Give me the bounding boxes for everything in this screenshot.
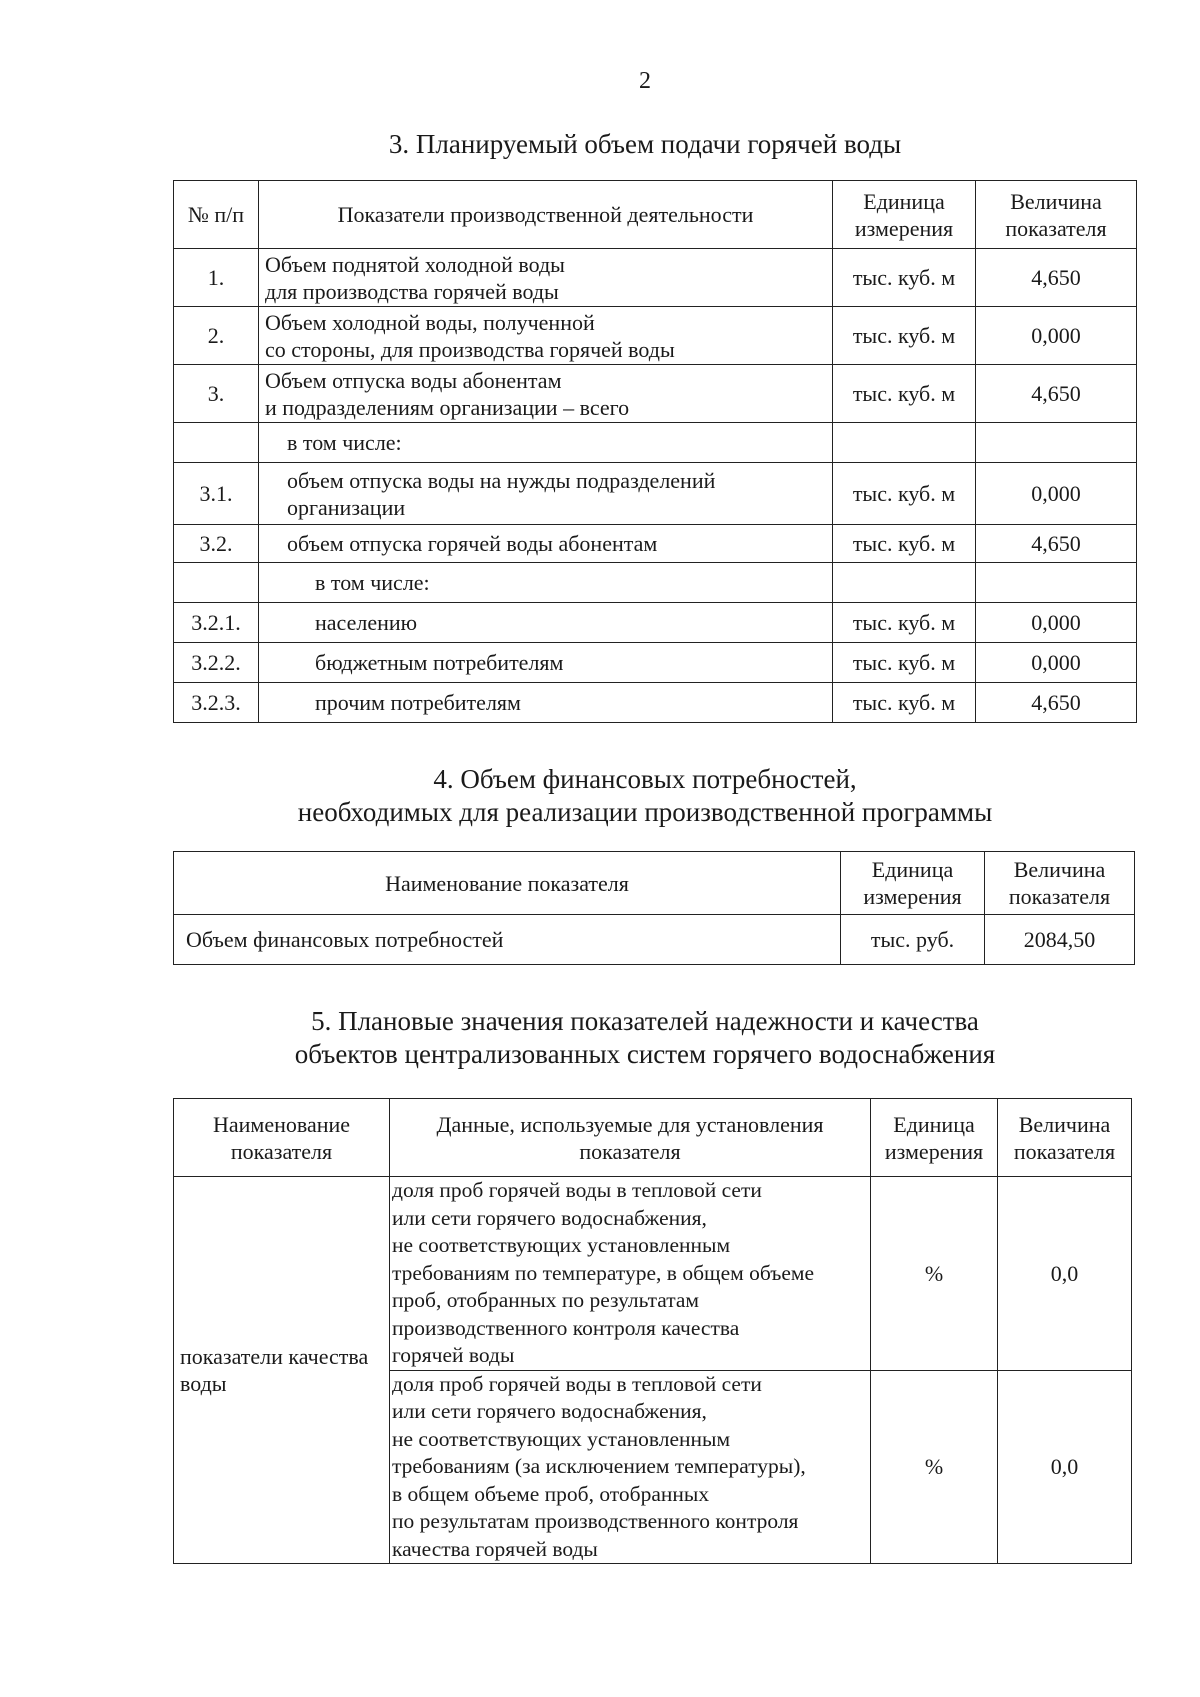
desc-line: проб, отобранных по результатам <box>392 1288 700 1312</box>
row-name: Объем холодной воды, полученной <box>265 309 595 335</box>
desc-line: требованиям (за исключением температуры), <box>392 1454 806 1478</box>
row-name: Объем отпуска воды абонентам <box>265 367 562 393</box>
row-name: объем отпуска воды на нужды подразделений <box>287 467 716 493</box>
header-indicator: Показатели производственной деятельности <box>259 181 833 249</box>
table-row <box>174 915 1135 965</box>
desc-line: качества горячей воды <box>392 1536 598 1561</box>
row-name: в том числе: <box>259 563 833 603</box>
desc-line: по результатам производственного контроля <box>392 1509 799 1533</box>
row-num: 3.2.3. <box>174 683 259 723</box>
row-unit <box>833 563 976 603</box>
header-num: № п/п <box>174 181 259 249</box>
header-name: Наименование показателя <box>174 852 841 915</box>
row-name: прочим потребителям <box>259 683 833 723</box>
row-unit: тыс. куб. м <box>833 603 976 643</box>
row-value: 0,000 <box>976 643 1137 683</box>
section5-title-line2: объектов централизованных систем горячего водоснабжения <box>294 1039 996 1069</box>
row-unit: тыс. куб. м <box>833 643 976 683</box>
table-row <box>174 463 1137 525</box>
row-num: 2. <box>174 307 259 365</box>
header-unit: Единица измерения <box>833 181 976 249</box>
desc-line: горячей воды <box>392 1343 515 1367</box>
row-num <box>174 563 259 603</box>
row-name-cont: организации <box>287 494 406 520</box>
row-unit: % <box>871 1177 998 1371</box>
row-name: Объем финансовых потребностей <box>174 915 841 965</box>
desc-line: требованиям по температуре, в общем объеме <box>392 1260 815 1285</box>
row-value: 0,000 <box>976 307 1137 365</box>
section4-table <box>173 851 1135 965</box>
header-value: Величина показателя <box>998 1099 1132 1177</box>
table-row <box>174 683 1137 723</box>
section3-title: 3. Планируемый объем подачи горячей воды <box>388 129 902 159</box>
table-row <box>174 563 1137 603</box>
row-value: 4,650 <box>976 525 1137 563</box>
row-num: 1. <box>174 249 259 307</box>
row-name-cont: со стороны, для производства горячей воды <box>265 336 675 362</box>
row-num: 3.2. <box>174 525 259 563</box>
row-unit <box>833 423 976 463</box>
desc-line: в общем объеме проб, отобранных <box>392 1481 710 1506</box>
desc-line: доля проб горячей воды в тепловой сети <box>392 1178 762 1202</box>
row-value <box>976 423 1137 463</box>
desc-line: не соответствующих установленным <box>392 1233 731 1257</box>
table-row <box>174 365 1137 423</box>
group-name: показатели качества воды <box>174 1177 390 1564</box>
row-name-cont: для производства горячей воды <box>265 278 559 304</box>
table-header-row <box>174 181 1137 249</box>
row-value: 0,000 <box>976 463 1137 525</box>
table-row <box>174 249 1137 307</box>
row-name: населению <box>259 603 833 643</box>
row-unit: тыс. куб. м <box>833 463 976 525</box>
row-description <box>390 1177 871 1371</box>
table-row <box>174 603 1137 643</box>
section4-title <box>0 763 1200 829</box>
row-unit: тыс. куб. м <box>833 307 976 365</box>
section5-title <box>0 1005 1200 1071</box>
row-value: 4,650 <box>976 365 1137 423</box>
row-num <box>174 423 259 463</box>
header-value: Величина показателя <box>976 181 1137 249</box>
row-num: 3.2.2. <box>174 643 259 683</box>
row-name: в том числе: <box>259 423 833 463</box>
desc-line: производственного контроля качества <box>392 1315 740 1340</box>
row-value <box>976 563 1137 603</box>
table-header-row <box>174 1099 1132 1177</box>
row-name-cont: и подразделениям организации – всего <box>265 394 630 420</box>
table-header-row <box>174 852 1135 915</box>
page-number: 2 <box>639 68 651 94</box>
row-unit: тыс. куб. м <box>833 365 976 423</box>
desc-line: доля проб горячей воды в тепловой сети <box>392 1371 762 1396</box>
table-row <box>174 307 1137 365</box>
section5-table <box>173 1098 1132 1564</box>
row-unit: % <box>871 1370 998 1564</box>
table-row <box>174 1177 1132 1371</box>
row-num: 3.1. <box>174 463 259 525</box>
row-value: 2084,50 <box>985 915 1135 965</box>
section4-title-line1: 4. Объем финансовых потребностей, <box>433 764 857 794</box>
row-name: объем отпуска горячей воды абонентам <box>259 525 833 563</box>
header-unit: Единица измерения <box>871 1099 998 1177</box>
desc-line: или сети горячего водоснабжения, <box>392 1399 707 1423</box>
row-value: 4,650 <box>976 249 1137 307</box>
section4-title-line2: необходимых для реализации производственной программы <box>297 797 993 827</box>
desc-line: не соответствующих установленным <box>392 1426 731 1451</box>
row-value: 0,0 <box>998 1177 1132 1371</box>
table-row <box>174 525 1137 563</box>
row-unit: тыс. куб. м <box>833 683 976 723</box>
row-num: 3. <box>174 365 259 423</box>
desc-line: или сети горячего водоснабжения, <box>392 1205 707 1230</box>
row-value: 0,000 <box>976 603 1137 643</box>
row-unit: тыс. куб. м <box>833 525 976 563</box>
row-description <box>390 1370 871 1564</box>
row-value: 4,650 <box>976 683 1137 723</box>
section5-title-line1: 5. Плановые значения показателей надежности и качества <box>311 1006 979 1036</box>
header-unit: Единица измерения <box>841 852 985 915</box>
row-unit: тыс. руб. <box>841 915 985 965</box>
row-unit: тыс. куб. м <box>833 249 976 307</box>
row-value: 0,0 <box>998 1370 1132 1564</box>
header-value: Величина показателя <box>985 852 1135 915</box>
row-num: 3.2.1. <box>174 603 259 643</box>
header-data: Данные, используемые для установления показателя <box>390 1099 871 1177</box>
table-row <box>174 423 1137 463</box>
section3-table <box>173 180 1137 723</box>
row-name: бюджетным потребителям <box>259 643 833 683</box>
row-name: Объем поднятой холодной воды <box>265 251 565 277</box>
table-row <box>174 643 1137 683</box>
header-name: Наименование показателя <box>174 1099 390 1177</box>
